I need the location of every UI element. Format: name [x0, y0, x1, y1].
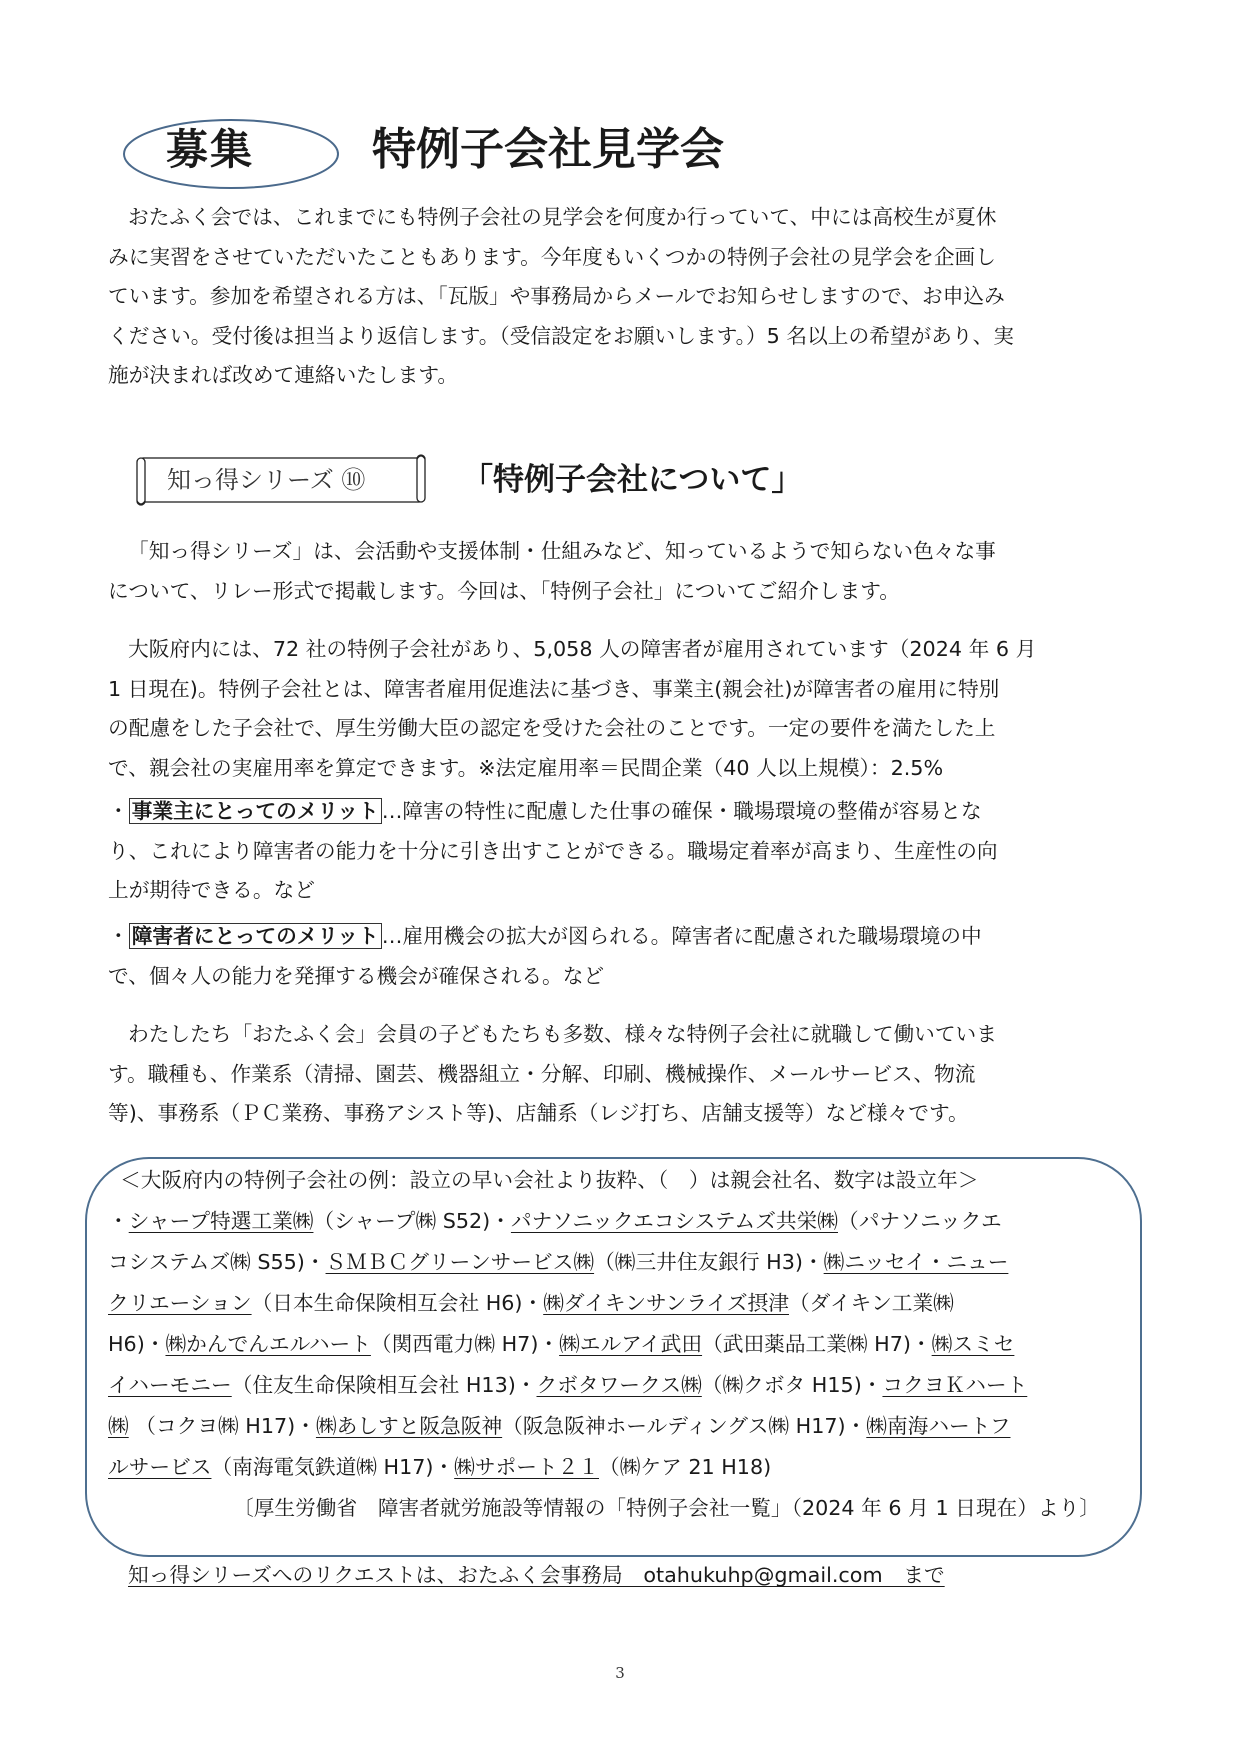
disabled-merit-item	[108, 917, 982, 996]
text-segment: コシステムズ㈱ S55)・	[108, 1250, 326, 1274]
page-number: 3	[615, 1664, 625, 1682]
bullet: ・	[108, 924, 129, 948]
company-name: パナソニックエコシステムズ共栄㈱	[510, 1209, 838, 1233]
text-segment: （㈱ケア 21 H18)	[599, 1455, 772, 1479]
bullet: ・	[108, 799, 129, 823]
page-title: 特例子会社見学会	[372, 124, 724, 175]
company-name: ルサービス	[108, 1455, 212, 1479]
text-segment: （阪急阪神ホールディングス㈱ H17)・	[502, 1414, 867, 1438]
text-line: 上が期待できる。など	[108, 878, 315, 902]
examples-line	[108, 1447, 1100, 1488]
examples-line	[108, 1283, 1100, 1324]
text-segment: （住友生命保険相互会社 H13)・	[231, 1373, 537, 1397]
text-line: す。職種も、作業系（清掃、園芸、機器組立・分解、印刷、機械操作、メールサービス、物流	[108, 1061, 976, 1086]
company-name: シャープ特選工業㈱	[128, 1209, 314, 1233]
series-intro-paragraph	[108, 532, 996, 611]
text-line: で、個々人の能力を発揮する機会が確保される。など	[108, 963, 605, 988]
company-name: ㈱スミセ	[931, 1332, 1015, 1356]
text-segment: （㈱三井住友銀行 H3)・	[594, 1250, 824, 1274]
members-paragraph	[108, 1015, 997, 1134]
examples-line	[108, 1201, 1100, 1242]
text-segment: （南海電気鉄道㈱ H17)・	[211, 1455, 455, 1479]
merit-text: …障害の特性に配慮した仕事の確保・職場環境の整備が容易とな	[381, 799, 982, 823]
company-name: クリエーション	[108, 1291, 252, 1315]
text-line: 大阪府内には、72 社の特例子会社があり、5,058 人の障害者が雇用されています（2024 年 6 月	[128, 637, 1037, 661]
company-name: ㈱	[108, 1414, 129, 1438]
series-label: 知っ得シリーズ ⑩	[167, 466, 366, 494]
text-segment: （武田薬品工業㈱ H7)・	[702, 1332, 932, 1356]
examples-line	[108, 1406, 1100, 1447]
intro-paragraph	[108, 198, 1014, 396]
text-segment: （関西電力㈱ H7)・	[370, 1332, 560, 1356]
company-name: ㈱サポート２１	[454, 1455, 599, 1479]
text-segment: （パナソニックエ	[838, 1209, 1002, 1233]
text-segment: （ダイキン工業㈱	[788, 1291, 954, 1315]
series-scroll-banner	[133, 453, 429, 509]
examples-line	[108, 1242, 1100, 1283]
section-title: 「特例子会社について」	[462, 462, 803, 498]
text-line: の配慮をした子会社で、厚生労働大臣の認定を受けた会社のことです。一定の要件を満たした上	[108, 716, 996, 740]
text-segment: H6)・	[108, 1332, 166, 1356]
company-name: ＳＭＢＣグリーンサービス㈱	[325, 1250, 595, 1274]
company-name: ㈱ダイキンサンライズ摂津	[543, 1291, 789, 1315]
text-line: わたしたち「おたふく会」会員の子どもたちも多数、様々な特例子会社に就職して働いていま	[128, 1022, 997, 1046]
text-line: について、リレー形式で掲載します。今回は、「特例子会社」についてご紹介します。	[108, 578, 900, 603]
text-segment: （㈱クボタ H15)・	[701, 1373, 883, 1397]
recruit-badge: 募集	[166, 125, 255, 174]
company-name: クボタワークス㈱	[536, 1373, 702, 1397]
text-line: ています。参加を希望される方は、「瓦版」や事務局からメールでお知らせしますので、お申込み	[108, 284, 1005, 308]
text-line: みに実習をさせていただいたこともあります。今年度もいくつかの特例子会社の見学会を企画し	[108, 244, 996, 269]
text-line: ください。受付後は担当より返信します。（受信設定をお願いします。）5 名以上の希望があり、実	[108, 323, 1014, 348]
text-line: 1 日現在)。特例子会社とは、障害者雇用促進法に基づき、事業主(親会社)が障害者の雇用に特別	[108, 676, 1000, 701]
company-name: ㈱ニッセイ・ニュー	[823, 1250, 1009, 1274]
text-line: で、親会社の実雇用率を算定できます。※法定雇用率＝民間企業（40 人以上規模）：2.5%	[108, 755, 944, 780]
text-line: り、これにより障害者の能力を十分に引き出すことができる。職場定着率が高まり、生産性の向	[108, 838, 998, 863]
company-name: コクヨＫハート	[882, 1373, 1028, 1397]
company-name: ㈱エルアイ武田	[559, 1332, 703, 1356]
merit-text: …雇用機会の拡大が図られる。障害者に配慮された職場環境の中	[381, 924, 982, 948]
text-line: 「知っ得シリーズ」は、会活動や支援体制・仕組みなど、知っているようで知らない色々な事	[128, 539, 996, 563]
examples-line	[108, 1324, 1100, 1365]
text-line: 施が決まれば改めて連絡いたします。	[108, 363, 459, 387]
examples-heading: ＜大阪府内の特例子会社の例：設立の早い会社より抜粋、（ ）は親会社名、数字は設立年＞	[120, 1168, 979, 1192]
text-line: おたふく会では、これまでにも特例子会社の見学会を何度か行っていて、中には高校生が夏休	[128, 205, 997, 229]
company-name: ㈱あしすと阪急阪神	[315, 1414, 503, 1438]
merit-first-line	[108, 792, 998, 832]
text-segment: （日本生命保険相互会社 H6)・	[251, 1291, 544, 1315]
company-name: ㈱南海ハートフ	[866, 1414, 1011, 1438]
examples-source: 〔厚生労働省 障害者就労施設等情報の「特例子会社一覧」（2024 年 6 月 1 日現在）より〕	[233, 1496, 1100, 1520]
employer-merit-item	[108, 792, 998, 911]
company-name: ㈱かんでんエルハート	[165, 1332, 371, 1356]
text-line: 等)、事務系（ＰＣ業務、事務アシスト等)、店舗系（レジ打ち、店舗支援等）など様々です。	[108, 1101, 969, 1125]
merit-label: 事業主にとってのメリット	[129, 798, 382, 824]
examples-box	[108, 1160, 1100, 1529]
overview-paragraph	[108, 630, 1036, 788]
examples-line	[108, 1365, 1100, 1406]
company-name: イハーモニー	[108, 1373, 232, 1397]
merit-first-line	[108, 917, 982, 957]
text-segment: （シャープ㈱ S52)・	[313, 1209, 511, 1233]
text-segment: （コクヨ㈱ H17)・	[128, 1414, 316, 1438]
merit-label: 障害者にとってのメリット	[129, 923, 382, 949]
request-footer: 知っ得シリーズへのリクエストは、おたふく会事務局 otahukuhp@gmail.com まで	[128, 1563, 945, 1587]
text-segment: ・	[108, 1209, 129, 1233]
